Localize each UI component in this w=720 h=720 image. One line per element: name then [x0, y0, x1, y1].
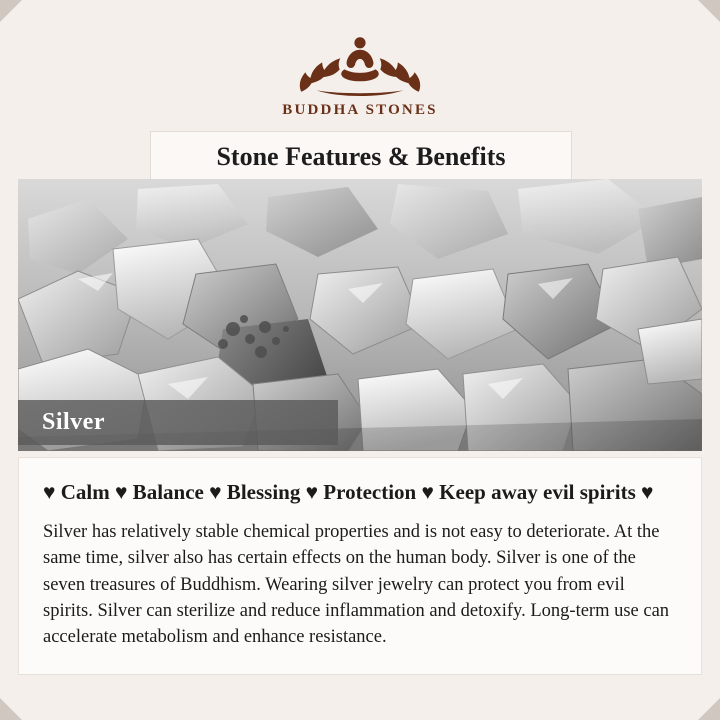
section-title-bar: [150, 131, 572, 183]
corner-decoration-top-left: [0, 0, 22, 22]
stone-name-overlay: [18, 400, 338, 445]
stone-description: Silver has relatively stable chemical properties and is not easy to deteriorate. At the same time, silver also has certain effects on the human body. Silver is one of the seven treasures of Buddhism. Wearing silver jewelry can protect you from evil spirits. Silver can sterilize and reduce inflammation and detoxify. Long-term use can accelerate metabolism and enhance resistance.: [43, 522, 670, 648]
stone-name: Silver: [42, 409, 105, 435]
brand-name: BUDDHA STONES: [282, 102, 438, 118]
page-title: Stone Features & Benefits: [216, 142, 506, 171]
corner-decoration-bottom-right: [698, 698, 720, 720]
corner-decoration-top-right: [698, 0, 720, 22]
corner-decoration-bottom-left: [0, 698, 22, 720]
stone-description-panel: [18, 457, 702, 675]
stone-keywords: ♥ Calm ♥ Balance ♥ Blessing ♥ Protection ♥ Keep away evil spirits ♥: [43, 480, 654, 504]
brand-logo-block: [0, 26, 720, 119]
lotus-meditation-icon: [290, 26, 430, 96]
